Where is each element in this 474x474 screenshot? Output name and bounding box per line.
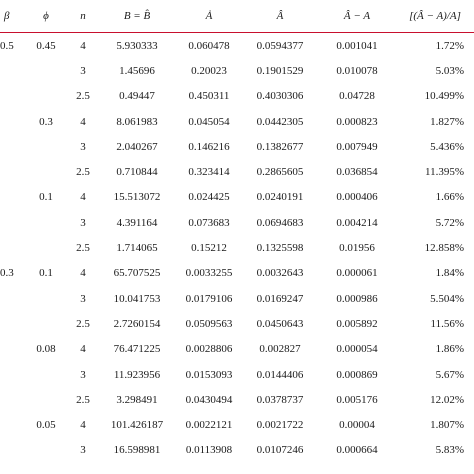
cell-B: 0.49447 [119, 90, 155, 103]
cell-phi [24, 84, 68, 109]
cell-Ahat: 0.0169247 [256, 292, 304, 305]
cell-pct: 11.395% [424, 166, 464, 179]
cell-diff: 0.000054 [336, 343, 378, 356]
cell-n: 4 [80, 267, 86, 280]
cell-A: 0.060478 [188, 39, 230, 52]
cell-diff: 0.01956 [339, 242, 375, 255]
cell-phi: 0.05 [36, 419, 56, 432]
table-row [0, 159, 474, 184]
cell-Ahat: 0.0378737 [256, 393, 304, 406]
cell-n: 3 [80, 140, 86, 153]
cell-phi [24, 159, 68, 184]
cell-A: 0.146216 [188, 140, 230, 153]
cell-pct: 1.66% [435, 191, 464, 204]
cell-A: 0.0033255 [185, 267, 233, 280]
cell-B: 15.513072 [113, 191, 161, 204]
cell-phi [24, 387, 68, 412]
cell-beta [0, 109, 24, 134]
cell-A: 0.024425 [188, 191, 230, 204]
cell-n: 4 [80, 39, 86, 52]
cell-pct: 1.827% [430, 115, 464, 128]
cell-B: 0.710844 [116, 166, 158, 179]
cell-diff: 0.001041 [336, 39, 378, 52]
cell-beta: 0.3 [0, 267, 14, 280]
cell-beta [0, 337, 24, 362]
cell-n: 4 [80, 191, 86, 204]
cell-B: 2.040267 [116, 140, 158, 153]
table-row [0, 33, 474, 59]
cell-beta [0, 210, 24, 235]
cell-n: 2.5 [76, 393, 90, 406]
header-diff: Â − A [318, 0, 396, 33]
cell-phi [24, 362, 68, 387]
cell-diff: 0.000986 [336, 292, 378, 305]
cell-pct: 1.86% [435, 343, 464, 356]
cell-phi [24, 311, 68, 336]
cell-beta [0, 286, 24, 311]
cell-A: 0.0179106 [185, 292, 233, 305]
cell-Ahat: 0.002827 [259, 343, 301, 356]
cell-A: 0.045054 [188, 115, 230, 128]
header-beta: β [0, 0, 24, 33]
table-row [0, 84, 474, 109]
cell-A: 0.0028806 [185, 343, 233, 356]
cell-beta [0, 438, 24, 463]
cell-A: 0.0430494 [185, 393, 233, 406]
cell-pct: 5.83% [435, 444, 464, 457]
cell-A: 0.0509563 [185, 317, 233, 330]
cell-diff: 0.036854 [336, 166, 378, 179]
header-n: n [68, 0, 98, 33]
cell-Ahat: 0.0021722 [256, 419, 304, 432]
cell-pct: 1.72% [435, 39, 464, 52]
cell-diff: 0.005892 [336, 317, 378, 330]
cell-B: 11.923956 [113, 368, 161, 381]
cell-Ahat: 0.0107246 [256, 444, 304, 457]
cell-pct: 5.504% [430, 292, 464, 305]
table-row [0, 109, 474, 134]
cell-B: 1.45696 [119, 64, 155, 77]
table-row [0, 134, 474, 159]
cell-beta: 0.5 [0, 39, 14, 52]
cell-Ahat: 0.0144406 [256, 368, 304, 381]
cell-phi: 0.1 [39, 267, 53, 280]
table-body [0, 33, 474, 464]
cell-Ahat: 0.0442305 [256, 115, 304, 128]
cell-A: 0.0022121 [185, 419, 233, 432]
cell-Ahat: 0.1382677 [256, 140, 304, 153]
cell-beta [0, 159, 24, 184]
cell-B: 4.391164 [116, 216, 158, 229]
cell-Ahat: 0.0240191 [256, 191, 304, 204]
cell-diff: 0.00004 [339, 419, 375, 432]
header-phi: ϕ [24, 0, 68, 33]
table-row [0, 58, 474, 83]
cell-pct: 10.499% [424, 90, 464, 103]
cell-n: 2.5 [76, 166, 90, 179]
cell-Ahat: 0.4030306 [256, 90, 304, 103]
cell-phi [24, 58, 68, 83]
cell-B: 8.061983 [116, 115, 158, 128]
cell-B: 3.298491 [116, 393, 158, 406]
cell-diff: 0.000823 [336, 115, 378, 128]
cell-beta [0, 58, 24, 83]
cell-phi [24, 286, 68, 311]
cell-A: 0.20023 [191, 64, 227, 77]
table-header [0, 0, 474, 33]
cell-A: 0.0113908 [185, 444, 233, 457]
cell-B: 1.714065 [116, 242, 158, 255]
table-row [0, 286, 474, 311]
cell-diff: 0.000664 [336, 444, 378, 457]
cell-n: 2.5 [76, 242, 90, 255]
cell-pct: 5.03% [435, 64, 464, 77]
cell-B: 5.930333 [116, 39, 158, 52]
table-row [0, 185, 474, 210]
header-row [0, 0, 474, 33]
table-row [0, 210, 474, 235]
cell-n: 4 [80, 419, 86, 432]
table-row [0, 387, 474, 412]
cell-pct: 1.84% [435, 267, 464, 280]
cell-phi [24, 438, 68, 463]
cell-n: 2.5 [76, 90, 90, 103]
header-Ahat: Â [242, 0, 318, 33]
cell-pct: 1.807% [430, 419, 464, 432]
header-pct: [(Â − A)/A] [396, 0, 474, 33]
cell-diff: 0.000869 [336, 368, 378, 381]
cell-diff: 0.005176 [336, 393, 378, 406]
cell-beta [0, 362, 24, 387]
cell-A: 0.0153093 [185, 368, 233, 381]
cell-beta [0, 412, 24, 437]
cell-phi: 0.1 [39, 191, 53, 204]
table-row [0, 235, 474, 260]
cell-pct: 11.56% [430, 317, 464, 330]
cell-pct: 5.67% [435, 368, 464, 381]
cell-pct: 12.02% [430, 393, 464, 406]
cell-pct: 5.436% [430, 140, 464, 153]
header-A: Ȧ [176, 0, 242, 33]
cell-Ahat: 0.0450643 [256, 317, 304, 330]
cell-diff: 0.000061 [336, 267, 378, 280]
cell-pct: 12.858% [424, 242, 464, 255]
table-row [0, 438, 474, 463]
cell-diff: 0.007949 [336, 140, 378, 153]
cell-B: 10.041753 [113, 292, 161, 305]
cell-diff: 0.010078 [336, 64, 378, 77]
cell-n: 4 [80, 115, 86, 128]
table-row [0, 412, 474, 437]
table-row [0, 337, 474, 362]
table-row [0, 362, 474, 387]
cell-phi [24, 134, 68, 159]
cell-B: 16.598981 [113, 444, 161, 457]
cell-B: 2.7260154 [113, 317, 161, 330]
cell-Ahat: 0.0594377 [256, 39, 304, 52]
cell-n: 3 [80, 292, 86, 305]
cell-A: 0.15212 [191, 242, 227, 255]
cell-beta [0, 235, 24, 260]
cell-phi [24, 210, 68, 235]
cell-A: 0.073683 [188, 216, 230, 229]
table-row [0, 261, 474, 286]
cell-Ahat: 0.0032643 [256, 267, 304, 280]
cell-B: 65.707525 [113, 267, 161, 280]
cell-pct: 5.72% [435, 216, 464, 229]
cell-Ahat: 0.0694683 [256, 216, 304, 229]
cell-diff: 0.04728 [339, 90, 375, 103]
cell-beta [0, 185, 24, 210]
cell-phi: 0.45 [36, 39, 56, 52]
cell-beta [0, 134, 24, 159]
cell-phi: 0.3 [39, 115, 53, 128]
table-row [0, 311, 474, 336]
cell-beta [0, 387, 24, 412]
cell-n: 3 [80, 64, 86, 77]
cell-n: 3 [80, 444, 86, 457]
cell-beta [0, 311, 24, 336]
cell-phi: 0.08 [36, 343, 56, 356]
cell-A: 0.323414 [188, 166, 230, 179]
cell-diff: 0.004214 [336, 216, 378, 229]
cell-n: 3 [80, 216, 86, 229]
cell-A: 0.450311 [188, 90, 230, 103]
cell-phi [24, 235, 68, 260]
cell-n: 4 [80, 343, 86, 356]
header-B: B = B̂ [98, 0, 176, 33]
cell-n: 2.5 [76, 317, 90, 330]
cell-diff: 0.000406 [336, 191, 378, 204]
cell-Ahat: 0.1901529 [256, 64, 304, 77]
cell-beta [0, 84, 24, 109]
cell-Ahat: 0.1325598 [256, 242, 304, 255]
cell-Ahat: 0.2865605 [256, 166, 304, 179]
cell-B: 101.426187 [110, 419, 164, 432]
cell-B: 76.471225 [113, 343, 161, 356]
cell-n: 3 [80, 368, 86, 381]
